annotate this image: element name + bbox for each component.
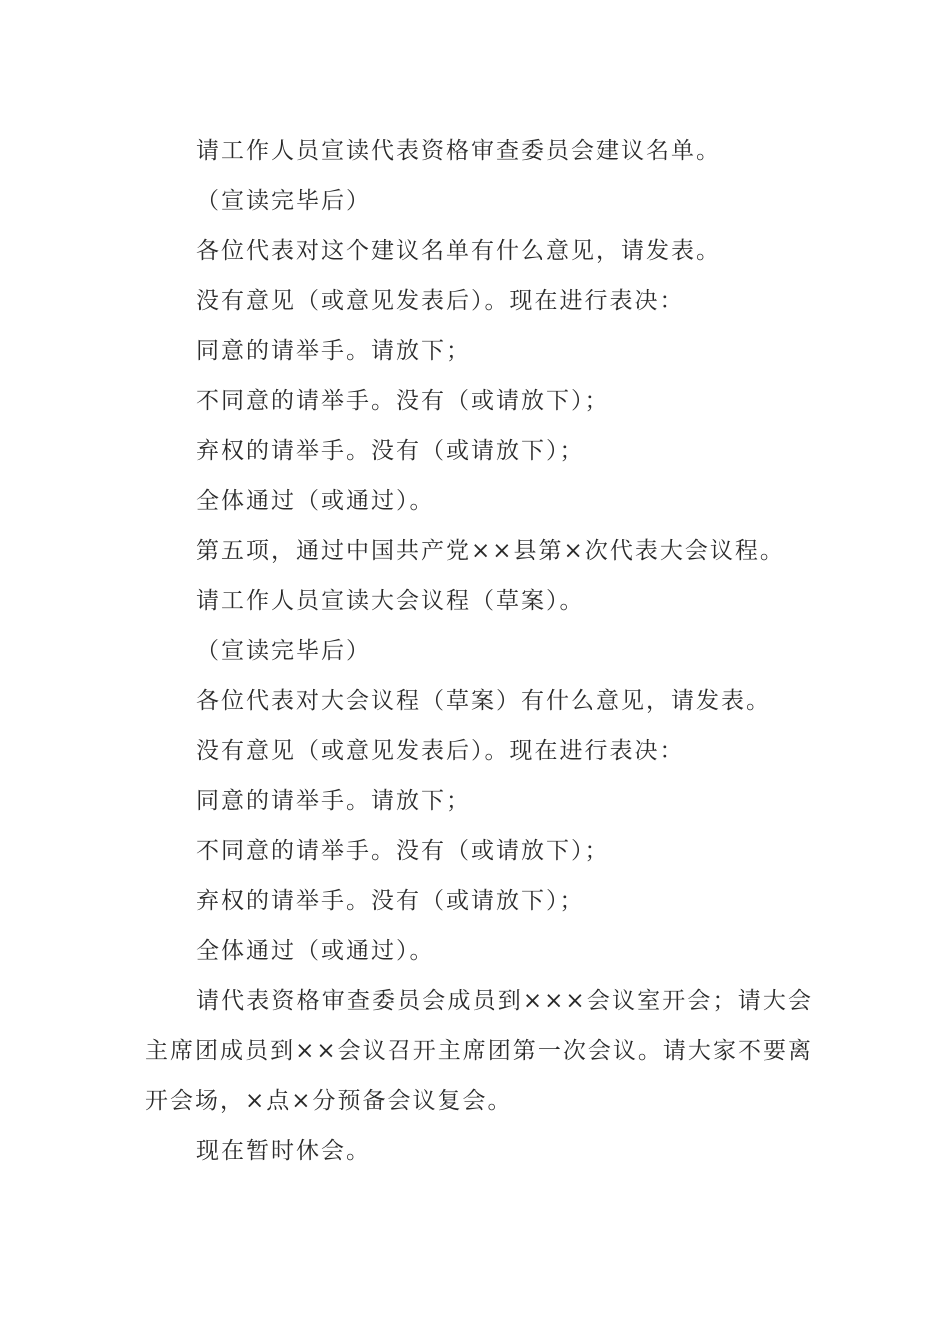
document-body xyxy=(145,126,813,1176)
paragraph: （宣读完毕后） xyxy=(196,188,371,214)
paragraph: 同意的请举手。请放下； xyxy=(196,338,471,364)
paragraph: 全体通过（或通过）。 xyxy=(196,938,435,964)
paragraph: 请工作人员宣读大会议程（草案）。 xyxy=(196,588,585,614)
paragraph: 各位代表对大会议程（草案）有什么意见，请发表。 xyxy=(196,688,771,714)
paragraph: 同意的请举手。请放下； xyxy=(196,788,471,814)
paragraph: 不同意的请举手。没有（或请放下）； xyxy=(196,838,610,864)
paragraph: 请工作人员宣读代表资格审查委员会建议名单。 xyxy=(196,138,721,164)
paragraph: 没有意见（或意见发表后）。现在进行表决： xyxy=(196,738,685,764)
paragraph: 各位代表对这个建议名单有什么意见，请发表。 xyxy=(196,238,721,264)
paragraph: 不同意的请举手。没有（或请放下）； xyxy=(196,388,610,414)
paragraph: 弃权的请举手。没有（或请放下）； xyxy=(196,438,585,464)
paragraph: 第五项，通过中国共产党××县第×次代表大会议程。 xyxy=(196,538,785,564)
paragraph: 现在暂时休会。 xyxy=(196,1138,371,1164)
paragraph: 没有意见（或意见发表后）。现在进行表决： xyxy=(196,288,685,314)
paragraph: （宣读完毕后） xyxy=(196,638,371,664)
paragraph: 全体通过（或通过）。 xyxy=(196,488,435,514)
paragraph: 请代表资格审查委员会成员到×××会议室开会；请大会主席团成员到××会议召开主席团第一次会议。请大家不要离开会场，×点×分预备会议复会。 xyxy=(145,988,813,1114)
paragraph: 弃权的请举手。没有（或请放下）； xyxy=(196,888,585,914)
